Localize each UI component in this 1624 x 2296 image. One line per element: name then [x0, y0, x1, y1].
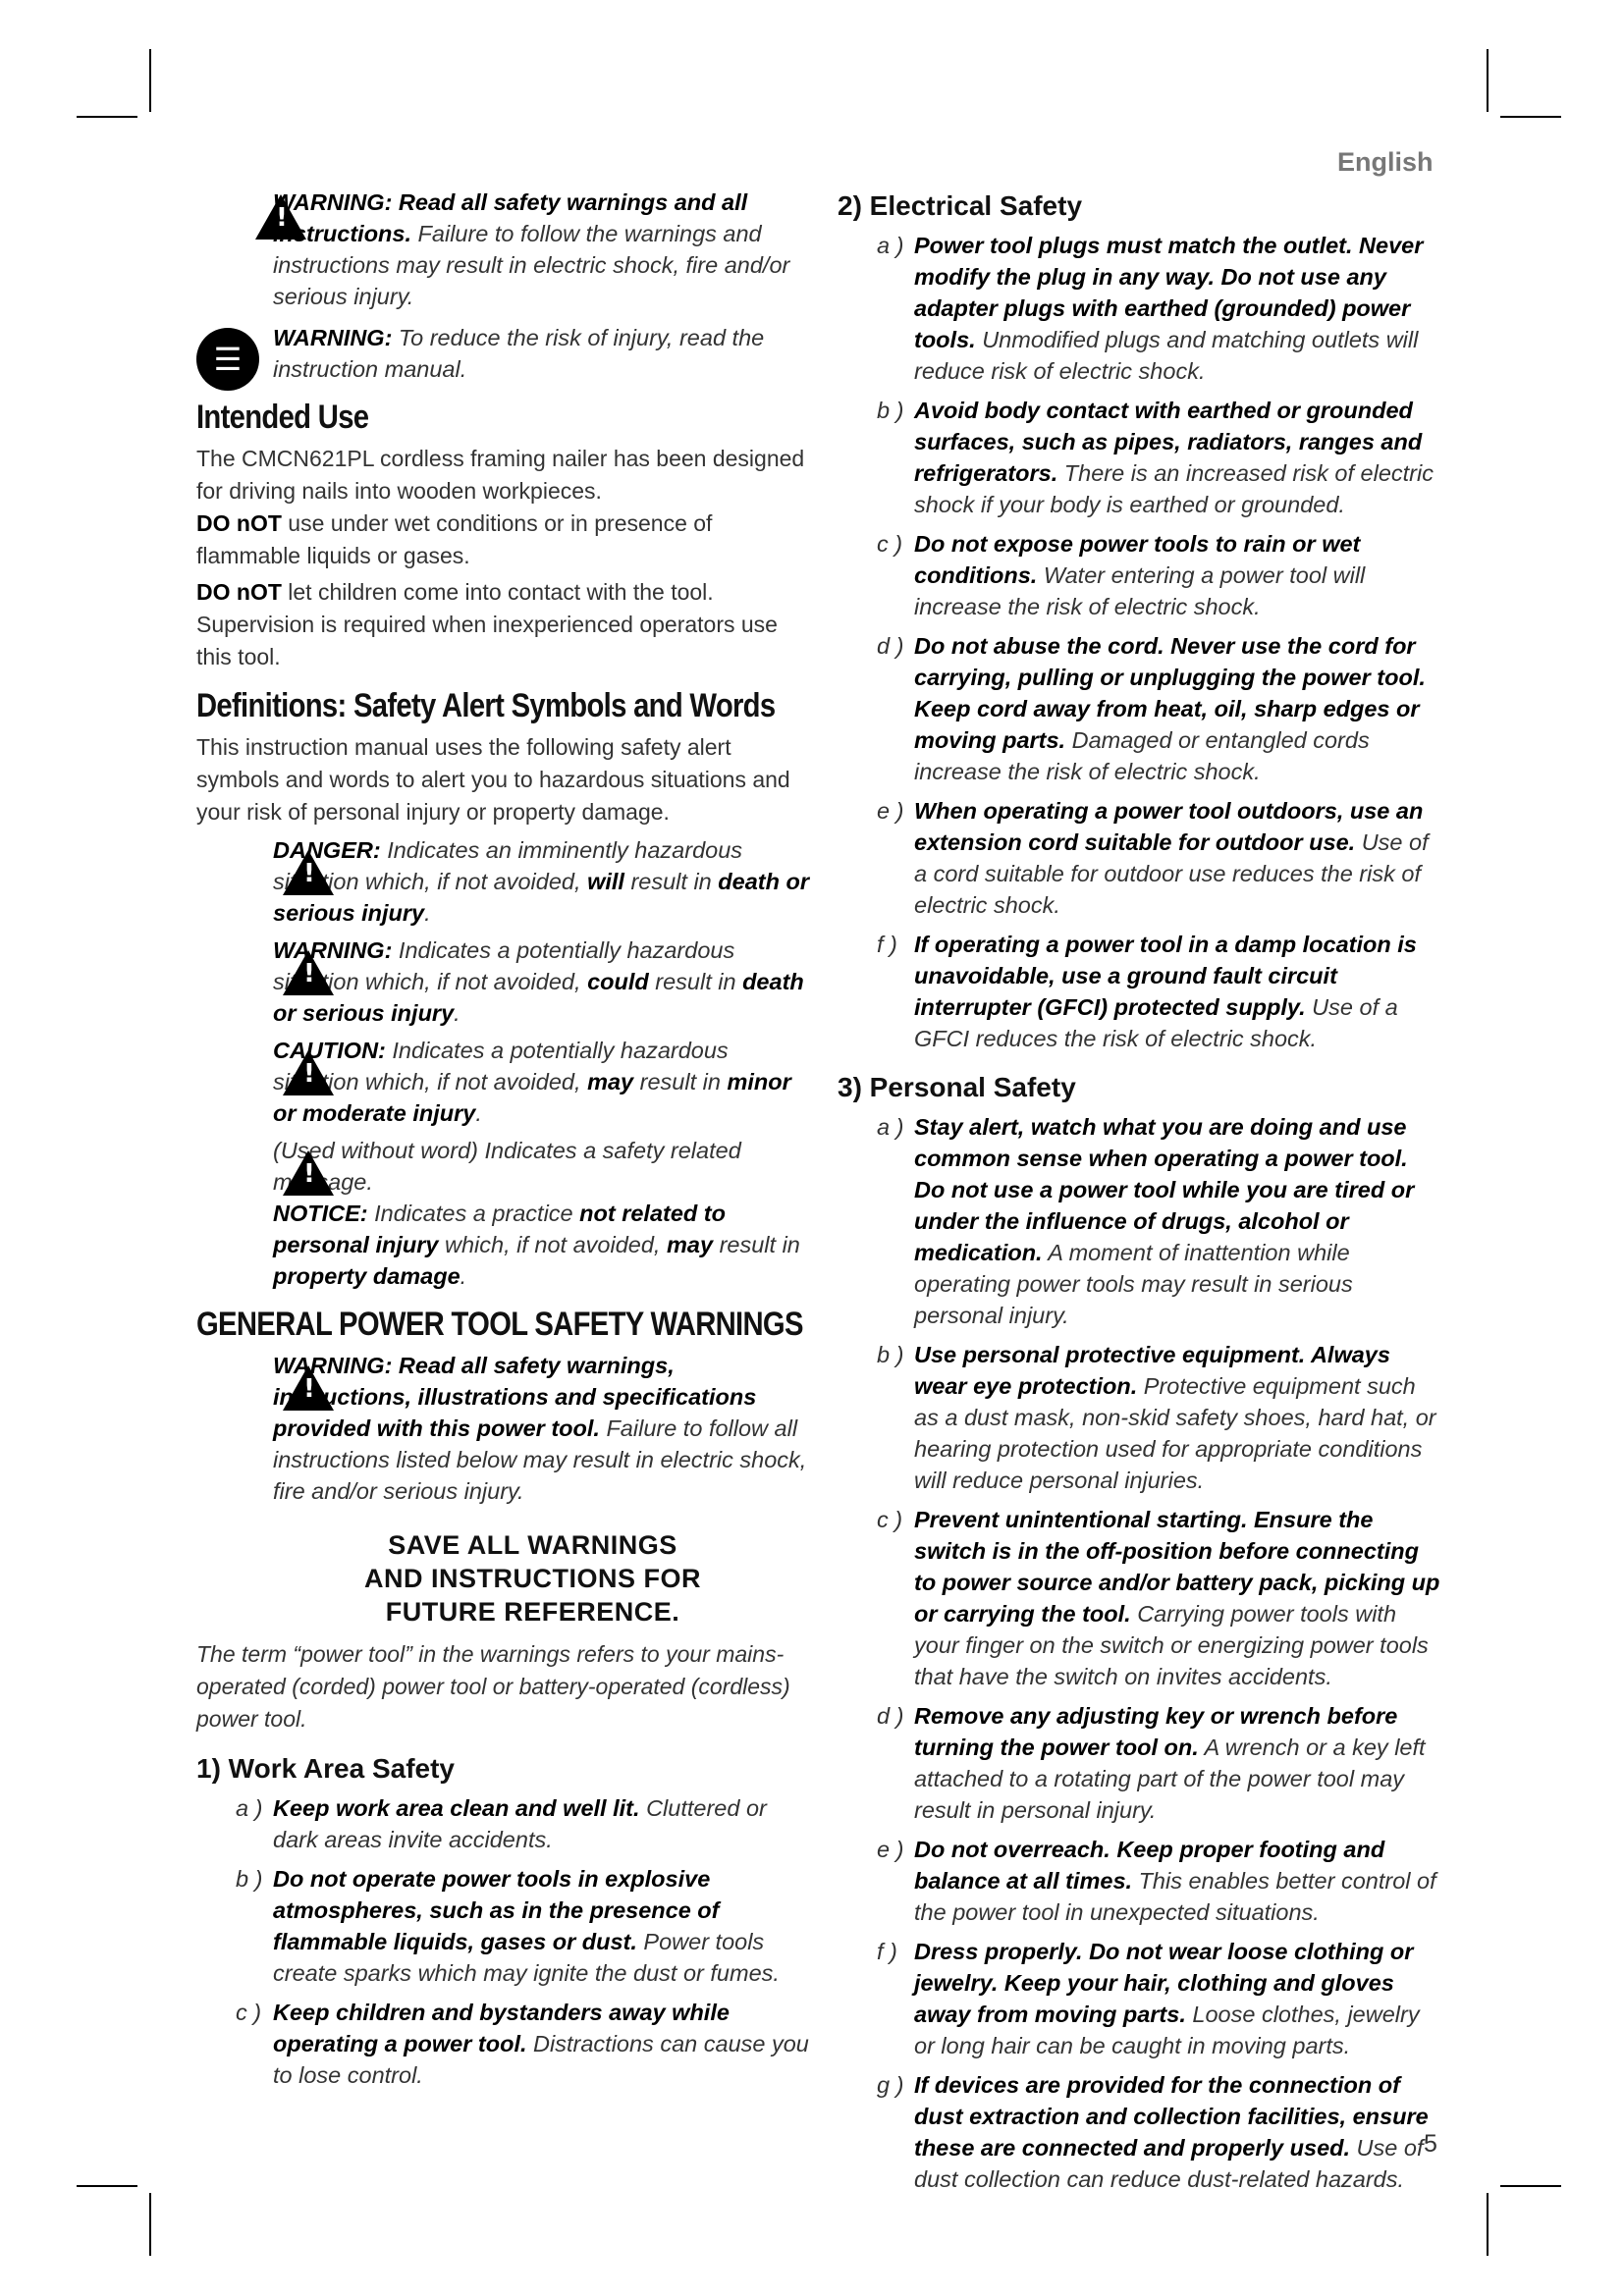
crop-mark: [149, 2193, 151, 2256]
intended-use-children: DO nOT let children come into contact with the tool. Supervision is required when inexperienced operators use this tool.: [196, 579, 778, 669]
list-item: f ) Dress properly. Do not wear loose clothing or jewelry. Keep your hair, clothing and gloves away from moving parts. Loose clothes, jewelry or long hair can be caught in moving parts.: [877, 1939, 1420, 2058]
list-item: f ) If operating a power tool in a damp location is unavoidable, use a ground fault circuit interrupter (GFCI) protected supply. Use of a GFCI reduces the risk of electric shock.: [877, 932, 1417, 1051]
list-item: a ) Keep work area clean and well lit. Cluttered or dark areas invite accidents.: [236, 1795, 767, 1852]
list-item: a ) Power tool plugs must match the outlet. Never modify the plug in any way. Do not use any adapter plugs with earthed (grounded) power tools. Unmodified plugs and matching outlets will reduce risk of electric shock.: [877, 233, 1424, 384]
language-label: English: [1337, 147, 1434, 177]
list-item: e ) Do not overreach. Keep proper footing and balance at all times. This enables better control of the power tool in unexpected situations.: [877, 1837, 1436, 1925]
crop-mark: [1487, 49, 1489, 112]
definitions-intro: This instruction manual uses the following safety alert symbols and words to alert you to hazardous situations and your risk of personal injury or property damage.: [196, 734, 790, 825]
warning-triangle-icon: [283, 950, 334, 995]
general-warnings-heading: GENERAL POWER TOOL SAFETY WARNINGS: [196, 1306, 803, 1343]
list-item: b ) Do not operate power tools in explosive atmospheres, such as in the presence of flammable liquids, gases or dust. Power tools create sparks which may ignite the dust or fumes.: [236, 1866, 780, 1986]
list-item: a ) Stay alert, watch what you are doing and use common sense when operating a power tool. Do not use a power tool while you are tired or under the influence of drugs, alcohol or medication. A moment of inattention while operating power tools may result in serious personal injury.: [877, 1114, 1415, 1328]
right-column: [838, 181, 1441, 2203]
list-item: d ) Do not abuse the cord. Never use the cord for carrying, pulling or unplugging the power tool. Keep cord away from heat, oil, sharp edges or moving parts. Damaged or entangled cords increase the risk of electric shock.: [877, 633, 1426, 784]
warning-read-instructions: ! WARNING: Read all safety warnings, instructions, illustrations and specifications provided with this power tool. Failure to follow all instructions listed below may result in electric shock, fire and/or serious injury.: [196, 1350, 810, 1507]
page-number: 5: [1424, 2130, 1437, 2158]
list-item: c ) Keep children and bystanders away while operating a power tool. Distractions can cause you to lose control.: [236, 2000, 809, 2088]
warning-read-all: ! WARNING: Read all safety warnings and all instructions. Failure to follow the warnings and instructions may result in electric shock, fire and/or serious injury.: [196, 187, 810, 312]
list-item: c ) Do not expose power tools to rain or wet conditions. Water entering a power tool will increase the risk of electric shock.: [877, 531, 1366, 619]
definitions-heading: Definitions: Safety Alert Symbols and Words: [196, 687, 776, 724]
crop-mark: [77, 2185, 137, 2187]
list-item: b ) Avoid body contact with earthed or grounded surfaces, such as pipes, radiators, ranges and refrigerators. There is an increased risk of electric shock if your body is earthed or grounded.: [877, 398, 1434, 517]
intended-use-wet: DO nOT use under wet conditions or in presence of flammable liquids or gases.: [196, 510, 713, 568]
warning-triangle-icon: [283, 1150, 334, 1196]
crop-mark: [149, 49, 151, 112]
warning-triangle-icon: [283, 850, 334, 895]
left-column: [196, 187, 810, 2099]
list-item: d ) Remove any adjusting key or wrench before turning the power tool on. A wrench or a key left attached to a rotating part of the power tool may result in personal injury.: [877, 1703, 1426, 1823]
caution-definition: ! CAUTION: Indicates a potentially hazardous situation which, if not avoided, may result in minor or moderate injury.: [196, 1035, 810, 1129]
danger-definition: ! DANGER: Indicates an imminently hazardous situation which, if not avoided, will result in death or serious injury.: [196, 834, 810, 929]
personal-safety-heading: 3) Personal Safety: [838, 1072, 1076, 1102]
warning-definition: ! WARNING: Indicates a potentially hazardous situation which, if not avoided, could result in death or serious injury.: [196, 934, 810, 1029]
crop-mark: [1500, 116, 1561, 118]
work-area-heading: 1) Work Area Safety: [196, 1753, 455, 1784]
warning-read-manual: ☰ WARNING: To reduce the risk of injury, read the instruction manual.: [196, 322, 810, 385]
list-item: b ) Use personal protective equipment. Always wear eye protection. Protective equipment such as a dust mask, non-skid safety shoes, hard hat, or hearing protection used for appropriate conditions will reduce personal injuries.: [877, 1342, 1436, 1493]
warning-triangle-icon: [283, 1050, 334, 1095]
read-manual-icon: ☰: [196, 328, 259, 391]
list-item: g ) If devices are provided for the connection of dust extraction and collection facilities, ensure these are connected and properly used. Use of dust collection can reduce dust-related hazards.: [877, 2072, 1429, 2192]
intended-use-heading: Intended Use: [196, 399, 369, 436]
warning-triangle-icon: [255, 194, 306, 240]
crop-mark: [77, 116, 137, 118]
electrical-safety-heading: 2) Electrical Safety: [838, 190, 1083, 221]
notice-definition: ! (Used without word) Indicates a safety related message. NOTICE: Indicates a practice not related to personal injury which, if not avoided, may result in property damage.: [196, 1135, 810, 1292]
crop-mark: [1500, 2185, 1561, 2187]
intended-use-text: The CMCN621PL cordless framing nailer has been designed for driving nails into wooden workpieces.: [196, 446, 805, 504]
warning-triangle-icon: [283, 1365, 334, 1411]
crop-mark: [1487, 2193, 1489, 2256]
list-item: e ) When operating a power tool outdoors, use an extension cord suitable for outdoor use. Use of a cord suitable for outdoor use reduces the risk of electric shock.: [877, 798, 1429, 918]
save-warnings-notice: SAVE ALL WARNINGS AND INSTRUCTIONS FOR FUTURE REFERENCE.: [364, 1530, 701, 1627]
power-tool-term: The term “power tool” in the warnings refers to your mains-operated (corded) power tool or battery-operated (cordless) power tool.: [196, 1641, 790, 1732]
list-item: c ) Prevent unintentional starting. Ensure the switch is in the off-position before connecting to power source and/or battery pack, picking up or carrying the tool. Carrying power tools with your finger on the switch or energizing power tools that have the switch on invites accidents.: [877, 1507, 1440, 1689]
